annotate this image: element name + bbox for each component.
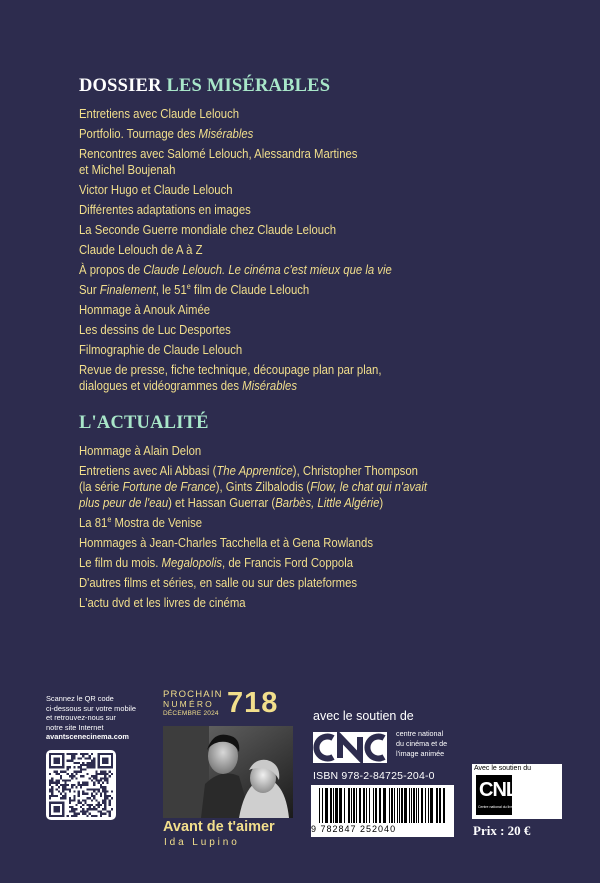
cnc-text-line: l'image animée <box>396 748 445 758</box>
list-item <box>79 575 565 591</box>
list-item-text: Flow, le chat qui n'avait <box>310 480 428 494</box>
isbn: ISBN 978-2-84725-204-0 <box>313 770 435 782</box>
list-item <box>79 262 565 278</box>
list-item-text: (la série <box>79 480 123 494</box>
cnc-text-line: centre national <box>396 729 444 738</box>
list-item-text: ) <box>379 496 384 510</box>
list-item-text: Le film du mois. <box>79 556 162 570</box>
list-item-text: , de Francis Ford Coppola <box>222 556 354 570</box>
list-item-text: L'actu dvd et les livres de cinéma <box>79 596 246 610</box>
cnl-label: Avec le soutien du <box>474 765 532 772</box>
list-item-text: Sur <box>79 283 100 297</box>
list-item-text: dialogues et vidéogrammes des <box>79 379 243 393</box>
list-item-text: Revue de presse, fiche technique, découpage plan par plan, <box>79 363 382 377</box>
barcode-digits: 9 782847 252040 <box>311 824 397 834</box>
actualite-section <box>79 413 559 615</box>
price: Prix : 20 € <box>473 823 531 838</box>
qr-line: notre site Internet <box>46 722 104 732</box>
cnc-logo-text <box>396 729 447 758</box>
barcode <box>311 785 454 837</box>
list-item-text: ), Gints Zilbalodis ( <box>215 480 311 494</box>
actualite-contents-list <box>79 443 559 611</box>
list-item <box>79 146 565 178</box>
cnc-text-line: du cinéma et de <box>396 738 448 748</box>
next-issue-prochain: PROCHAIN <box>163 689 223 700</box>
list-item <box>79 302 565 318</box>
list-item-text: Finalement <box>99 283 156 297</box>
list-item-text: Misérables <box>242 379 297 393</box>
list-item-text: Filmographie de Claude Lelouch <box>79 343 243 357</box>
list-item <box>79 515 565 531</box>
list-item <box>79 443 565 459</box>
list-item-text: Barbès, Little Algérie <box>275 496 380 510</box>
qr-instructions <box>46 694 156 742</box>
list-item-text: e <box>107 514 112 524</box>
next-issue-number: 718 <box>227 687 279 719</box>
list-item <box>79 106 565 122</box>
list-item <box>79 182 565 198</box>
next-issue-film-title: Avant de t'aimer <box>163 819 275 835</box>
qr-code-icon <box>49 753 113 817</box>
list-item-text: D'autres films et séries, en salle ou sur des plateformes <box>79 576 358 590</box>
list-item-text: ) et Hassan Guerrar ( <box>168 496 276 510</box>
list-item-text: , le 51 <box>155 283 187 297</box>
list-item-text: La Seconde Guerre mondiale chez Claude Lelouch <box>79 223 337 237</box>
list-item-text: Différentes adaptations en images <box>79 203 251 217</box>
list-item-text: e <box>186 281 191 291</box>
list-item-text: Hommage à Anouk Aimée <box>79 303 211 317</box>
qr-line: ci-dessous sur votre mobile <box>46 703 136 713</box>
list-item <box>79 595 565 611</box>
next-issue-numero: NUMÉRO <box>163 699 214 709</box>
dossier-title-label: DOSSIER <box>79 76 162 96</box>
next-issue-date: DÉCEMBRE 2024 <box>163 710 219 717</box>
cnl-logo-sub: Centre national du livre <box>478 805 514 809</box>
actualite-title: L'ACTUALITÉ <box>79 413 209 433</box>
qr-code[interactable] <box>46 750 116 820</box>
support-label: avec le soutien de <box>313 709 414 723</box>
list-item <box>79 282 565 298</box>
list-item-text: Rencontres avec Salomé Lelouch, Alessandra Martines <box>79 147 358 161</box>
list-item-text: Claude Lelouch de A à Z <box>79 243 203 257</box>
next-issue-block <box>163 687 293 848</box>
list-item <box>79 463 565 511</box>
cnl-logo-block <box>472 764 562 819</box>
website-link[interactable]: avantscenecinema.com <box>46 732 129 741</box>
list-item-text: À propos de <box>79 263 144 277</box>
list-item-text: The Apprentice <box>216 464 293 478</box>
cnc-logo-block <box>313 729 503 765</box>
list-item <box>79 242 565 258</box>
list-item <box>79 222 565 238</box>
list-item-text: Hommage à Alain Delon <box>79 444 202 458</box>
next-issue-director: Ida Lupino <box>164 837 240 848</box>
list-item <box>79 362 565 394</box>
list-item-text: et Michel Boujenah <box>79 163 176 177</box>
qr-line: et retrouvez-nous sur <box>46 713 116 722</box>
list-item-text: film de Claude Lelouch <box>190 283 310 297</box>
cnc-logo-icon <box>313 732 387 763</box>
list-item <box>79 126 565 142</box>
dossier-title <box>79 76 559 97</box>
list-item-text: Megalopolis <box>161 556 223 570</box>
cnl-logo-icon <box>476 775 518 815</box>
list-item <box>79 535 565 551</box>
list-item-text: Claude Lelouch. Le cinéma c'est mieux que la vie <box>143 263 392 277</box>
list-item-text: Fortune de France <box>122 480 216 494</box>
list-item-text: plus peur de l'eau <box>79 496 169 510</box>
list-item <box>79 202 565 218</box>
list-item-text: Portfolio. Tournage des <box>79 127 199 141</box>
dossier-section <box>79 76 559 398</box>
next-issue-film-still <box>163 726 293 818</box>
list-item <box>79 555 565 571</box>
list-item-text: ), Christopher Thompson <box>292 464 418 478</box>
list-item-text: Misérables <box>198 127 254 141</box>
barcode-icon <box>311 785 454 825</box>
qr-line: Scannez le QR code <box>46 694 114 703</box>
list-item <box>79 342 565 358</box>
list-item-text: Entretiens avec Claude Lelouch <box>79 107 240 121</box>
list-item-text: Hommages à Jean-Charles Tacchella et à Gena Rowlands <box>79 536 374 550</box>
list-item-text: Les dessins de Luc Desportes <box>79 323 231 337</box>
list-item-text: La 81 <box>79 516 108 530</box>
list-item-text: Victor Hugo et Claude Lelouch <box>79 183 233 197</box>
dossier-contents-list <box>79 106 559 394</box>
dossier-title-subject: LES MISÉRABLES <box>166 76 331 96</box>
list-item-text: Entretiens avec Ali Abbasi ( <box>79 464 217 478</box>
list-item <box>79 322 565 338</box>
list-item-text: Mostra de Venise <box>111 516 203 530</box>
cnl-logo-letters: CNL <box>479 779 518 801</box>
